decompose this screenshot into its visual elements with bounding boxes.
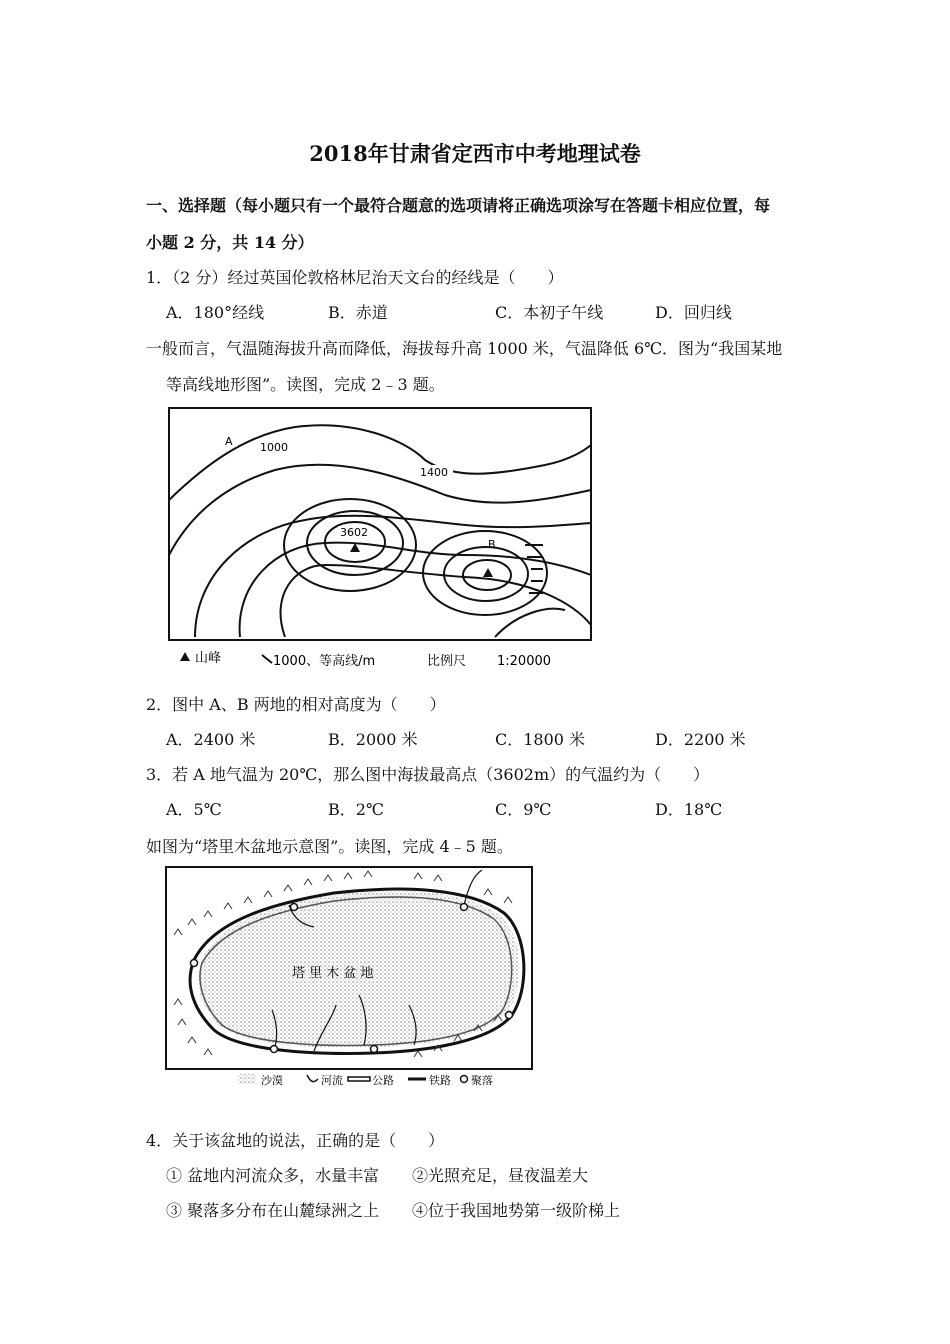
legend-river: 河流 bbox=[321, 1074, 343, 1087]
legend-settlement-icon bbox=[461, 1076, 468, 1083]
intro-4-5: 如图为“塔里木盆地示意图”。读图，完成 4﹣5 题。 bbox=[146, 837, 513, 856]
q1-option-a: A．180°经线 bbox=[166, 303, 265, 322]
peak-elevation-label: 3602 bbox=[340, 526, 368, 539]
q3-option-c: C．9℃ bbox=[495, 800, 552, 819]
legend-scale-value: 1:20000 bbox=[497, 654, 552, 669]
contour-label-1400: 1400 bbox=[420, 466, 448, 479]
question-1-stem: 1．（2 分）经过英国伦敦格林尼治天文台的经线是（ ） bbox=[146, 268, 564, 287]
q1-option-b: B．赤道 bbox=[328, 303, 388, 322]
q3-option-a: A．5℃ bbox=[166, 800, 222, 819]
page-title: 2018年甘肃省定西市中考地理试卷 bbox=[309, 141, 641, 166]
legend-settlement: 聚落 bbox=[471, 1074, 493, 1087]
q2-option-c: C．1800 米 bbox=[495, 730, 586, 749]
legend-road-icon bbox=[348, 1077, 370, 1081]
tarim-basin-map-figure bbox=[164, 865, 536, 1095]
legend-scale: 比例尺 bbox=[427, 654, 467, 669]
q2-option-b: B．2000 米 bbox=[328, 730, 418, 749]
q1-option-d: D．回归线 bbox=[655, 303, 732, 322]
legend-road: 公路 bbox=[372, 1074, 394, 1087]
map-label-a: A bbox=[225, 435, 233, 448]
question-3-stem: 3．若 A 地气温为 20℃，那么图中海拔最高点（3602m）的气温约为（ ） bbox=[146, 765, 710, 784]
q3-option-d: D．18℃ bbox=[655, 800, 723, 819]
legend-rail: 铁路 bbox=[429, 1074, 451, 1087]
legend-contour-icon bbox=[262, 655, 272, 663]
q4-statement-2: ②光照充足，昼夜温差大 bbox=[412, 1166, 589, 1185]
map-label-b: B bbox=[488, 538, 496, 551]
question-4-stem: 4．关于该盆地的说法，正确的是（ ） bbox=[146, 1131, 445, 1150]
legend-desert-icon bbox=[238, 1074, 256, 1084]
section-heading: 一、选择题（每小题只有一个最符合题意的选项请将正确选项涂写在答题卡相应位置，每 bbox=[146, 196, 771, 215]
q4-statement-3: ③ 聚落多分布在山麓绿洲之上 bbox=[166, 1201, 380, 1220]
section-heading-cont: 小题 2 分，共 14 分） bbox=[146, 233, 314, 252]
legend-contour: 1000、等高线/m bbox=[273, 654, 376, 669]
basin-label: 塔 里 木 盆 地 bbox=[292, 966, 374, 981]
q1-option-c: C．本初子午线 bbox=[495, 303, 604, 322]
q4-statement-1: ① 盆地内河流众多，水量丰富 bbox=[166, 1166, 380, 1185]
q4-statement-4: ④位于我国地势第一级阶梯上 bbox=[412, 1201, 621, 1220]
q2-option-a: A．2400 米 bbox=[166, 730, 256, 749]
contour-label-1000: 1000 bbox=[260, 441, 288, 454]
legend-desert: 沙漠 bbox=[261, 1074, 283, 1087]
intro-2-3-line1: 一般而言，气温随海拔升高而降低，海拔每升高 1000 米，气温降低 6℃．图为“我国某地 bbox=[146, 339, 783, 358]
contour-map-figure bbox=[165, 405, 595, 675]
intro-2-3-line2: 等高线地形图”。读图，完成 2﹣3 题。 bbox=[166, 375, 445, 394]
question-2-stem: 2．图中 A、B 两地的相对高度为（ ） bbox=[146, 695, 446, 714]
q2-option-d: D．2200 米 bbox=[655, 730, 746, 749]
legend-river-icon bbox=[307, 1075, 318, 1082]
legend-peak-icon bbox=[180, 652, 190, 661]
q3-option-b: B．2℃ bbox=[328, 800, 384, 819]
legend-peak: 山峰 bbox=[195, 651, 222, 666]
